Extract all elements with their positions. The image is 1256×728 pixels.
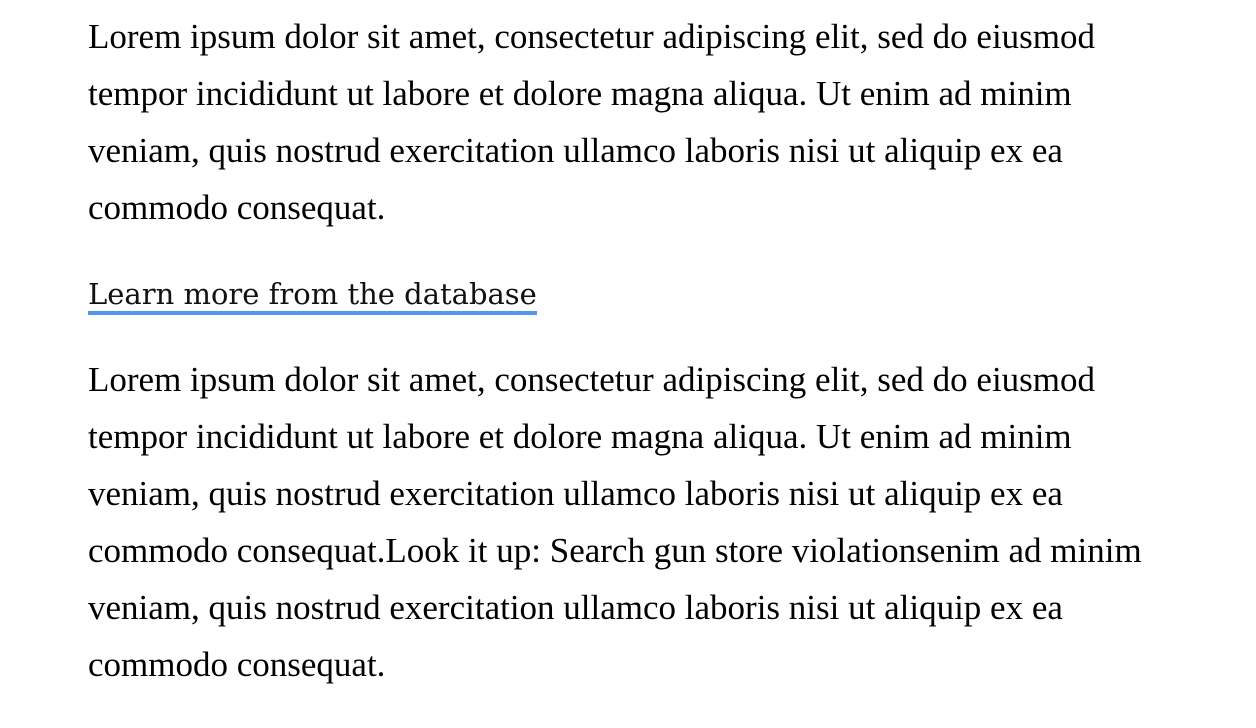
link-paragraph bbox=[88, 264, 1173, 323]
paragraph-bottom: Lorem ipsum dolor sit amet, consectetur adipiscing elit, sed do eiusmod tempor incididunt ut labore et dolore magna aliqua. Ut enim ad minim veniam, quis nostrud exercitation ullamco laboris nisi ut aliquip ex ea commodo consequat.Look it up: Search gun store violationsenim ad minim veniam, quis nostrud exercitation ullamco laboris nisi ut aliquip ex ea commodo consequat. bbox=[88, 360, 1142, 684]
learn-more-link[interactable]: Learn more from the database bbox=[88, 277, 537, 315]
paragraph-top: Lorem ipsum dolor sit amet, consectetur adipiscing elit, sed do eiusmod tempor incididunt ut labore et dolore magna aliqua. Ut enim ad minim veniam, quis nostrud exercitation ullamco laboris nisi ut aliquip ex ea commodo consequat. bbox=[88, 17, 1096, 227]
document-body bbox=[88, 8, 1173, 693]
